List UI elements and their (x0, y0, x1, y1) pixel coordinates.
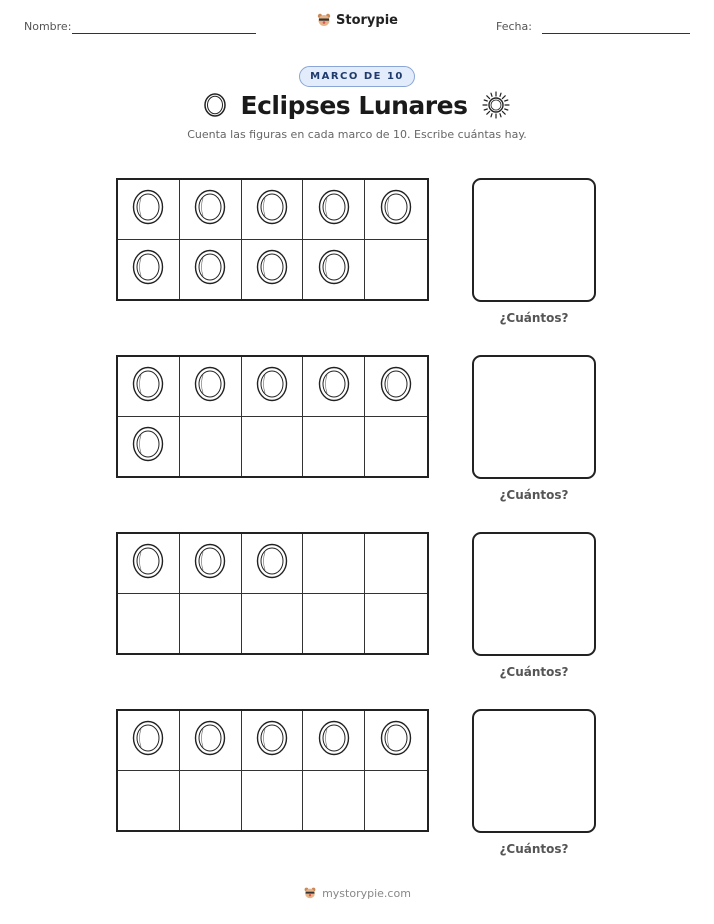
ten-frame-cell (242, 417, 304, 477)
moon-icon (131, 542, 165, 584)
name-label: Nombre: (24, 20, 72, 33)
moon-icon (255, 188, 289, 230)
ten-frame-cell (242, 180, 304, 240)
name-field[interactable] (72, 33, 256, 34)
moon-icon (255, 365, 289, 407)
worksheet-badge: MARCO DE 10 (299, 66, 415, 87)
ten-frame-cell (180, 357, 242, 417)
moon-icon (379, 719, 413, 761)
ten-frame-cell (118, 771, 180, 831)
date-label: Fecha: (496, 20, 532, 33)
ten-frame-cell (118, 534, 180, 594)
answer-box[interactable] (472, 178, 596, 302)
moon-icon (193, 365, 227, 407)
answer-label: ¿Cuántos? (499, 488, 569, 502)
moon-icon (317, 248, 351, 290)
ten-frame-cell (180, 711, 242, 771)
ten-frame-cell (365, 417, 427, 477)
ten-frame-cell (365, 711, 427, 771)
ten-frame-cell (242, 357, 304, 417)
ten-frame-cell (180, 417, 242, 477)
answer-label: ¿Cuántos? (499, 311, 569, 325)
storypie-logo-icon (303, 886, 317, 900)
ten-frame-cell (118, 180, 180, 240)
ten-frame-cell (365, 240, 427, 300)
ten-frame-cell (180, 534, 242, 594)
ten-frame (116, 355, 429, 478)
answer-box[interactable] (472, 355, 596, 479)
moon-icon (193, 248, 227, 290)
moon-icon (131, 365, 165, 407)
ten-frame-cell (118, 357, 180, 417)
storypie-logo-icon (316, 12, 332, 28)
ten-frame-cell (303, 594, 365, 654)
moon-icon (193, 719, 227, 761)
date-field[interactable] (542, 33, 690, 34)
answer-box[interactable] (472, 532, 596, 656)
ten-frame-cell (242, 771, 304, 831)
ten-frame-cell (242, 534, 304, 594)
ten-frame-cell (180, 594, 242, 654)
ten-frame-cell (303, 417, 365, 477)
ten-frame-cell (118, 240, 180, 300)
ten-frame-cell (303, 771, 365, 831)
ten-frame-cell (242, 240, 304, 300)
moon-icon (255, 248, 289, 290)
ten-frame-cell (118, 711, 180, 771)
answer-label: ¿Cuántos? (499, 665, 569, 679)
ten-frame-cell (242, 711, 304, 771)
footer (0, 886, 714, 900)
brand-name: Storypie (336, 12, 398, 28)
ten-frame (116, 532, 429, 655)
moon-icon (379, 365, 413, 407)
ten-frame (116, 178, 429, 301)
answer-label: ¿Cuántos? (499, 842, 569, 856)
moon-icon (317, 719, 351, 761)
ten-frame-cell (303, 357, 365, 417)
moon-icon (203, 93, 227, 117)
ten-frame-cell (365, 771, 427, 831)
ten-frame-cell (365, 357, 427, 417)
ten-frame-cell (180, 771, 242, 831)
moon-icon (379, 188, 413, 230)
ten-frame-cell (118, 594, 180, 654)
moon-icon (317, 188, 351, 230)
moon-icon (131, 425, 165, 467)
ten-frame-cell (365, 180, 427, 240)
ten-frame-cell (242, 594, 304, 654)
moon-icon (255, 542, 289, 584)
moon-icon (193, 542, 227, 584)
footer-url: mystorypie.com (322, 886, 411, 900)
ten-frame-cell (303, 711, 365, 771)
page-title: Eclipses Lunares (240, 90, 468, 120)
ten-frame-cell (180, 180, 242, 240)
instructions: Cuenta las figuras en cada marco de 10. Escribe cuántas hay. (187, 128, 527, 141)
ten-frame-cell (180, 240, 242, 300)
moon-icon (131, 719, 165, 761)
moon-icon (317, 365, 351, 407)
ten-frame-cell (118, 417, 180, 477)
ten-frame-cell (303, 534, 365, 594)
moon-icon (255, 719, 289, 761)
moon-icon (131, 248, 165, 290)
ten-frame-cell (303, 240, 365, 300)
moon-icon (193, 188, 227, 230)
ten-frame (116, 709, 429, 832)
sun-icon (481, 90, 511, 120)
ten-frame-cell (365, 594, 427, 654)
brand-logo (0, 12, 714, 28)
answer-box[interactable] (472, 709, 596, 833)
moon-icon (131, 188, 165, 230)
ten-frame-cell (303, 180, 365, 240)
ten-frame-cell (365, 534, 427, 594)
